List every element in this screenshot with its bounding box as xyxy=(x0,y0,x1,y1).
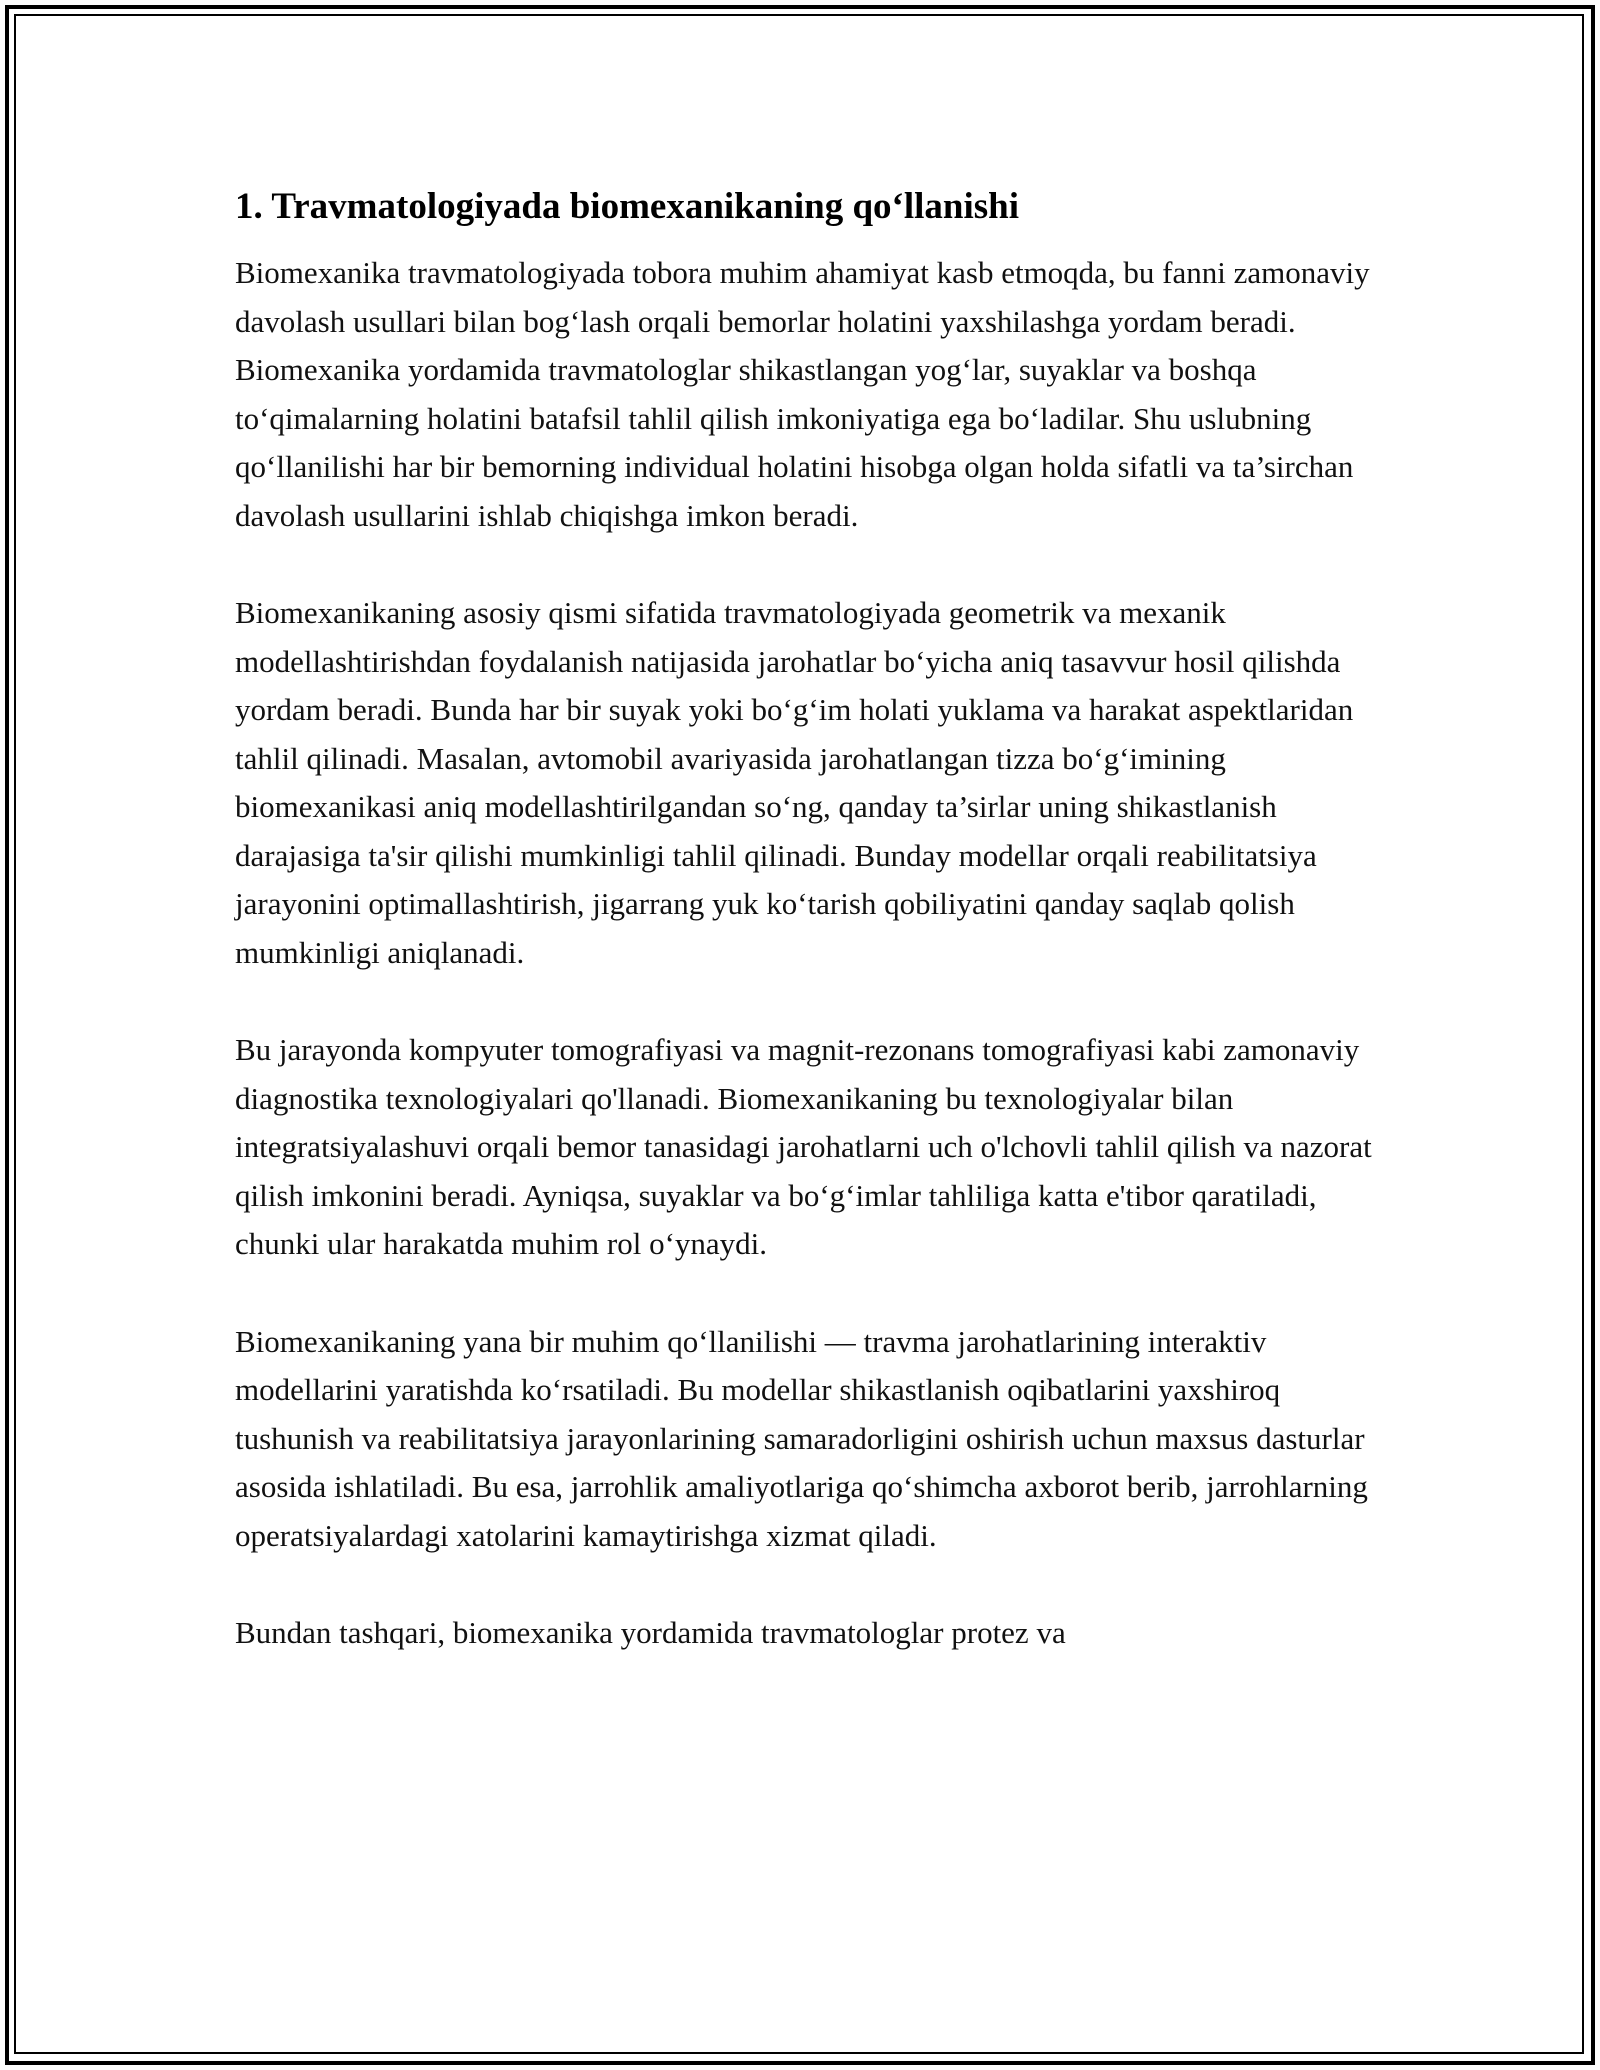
paragraph-4: Biomexanikaning yana bir muhim qo‘llanilishi — travma jarohatlarining interaktiv modellarini yaratishda ko‘rsatiladi. Bu modellar shikastlanish oqibatlarini yaxshiroq tushunish va reabilitatsiya jarayonlarining samaradorligini oshirish uchun maxsus dasturlar asosida ishlatiladi. Bu esa, jarrohlik amaliyotlariga qo‘shimcha axborot berib, jarrohlarning operatsiyalardagi xatolarini kamaytirishga xizmat qiladi. xyxy=(235,1323,1368,1553)
paragraph-5: Bundan tashqari, biomexanika yordamida travmatologlar protez va xyxy=(235,1615,1066,1650)
document-body xyxy=(235,183,1385,1707)
paragraph-3: Bu jarayonda kompyuter tomografiyasi va magnit-rezonans tomografiyasi kabi zamonaviy diagnostika texnologiyalari qo'llanadi. Biomexanikaning bu texnologiyalar bilan integratsiyalashuvi orqali bemor tanasidagi jarohatlarni uch o'lchovli tahlil qilish va nazorat qilish imkonini beradi. Ayniqsa, suyaklar va bo‘g‘imlar tahliliga katta e'tibor qaratiladi, chunki ular harakatda muhim rol o‘ynaydi. xyxy=(235,1032,1372,1261)
section-heading: 1. Travmatologiyada biomexanikaning qo‘llanishi xyxy=(235,186,1020,227)
paragraph-1: Biomexanika travmatologiyada tobora muhim ahamiyat kasb etmoqda, bu fanni zamonaviy davolash usullari bilan bog‘lash orqali bemorlar holatini yaxshilashga yordam beradi. Biomexanika yordamida travmatologlar shikastlangan yog‘lar, suyaklar va boshqa to‘qimalarning holatini batafsil tahlil qilish imkoniyatiga ega bo‘ladilar. Shu uslubning qo‘llanilishi har bir bemorning individual holatini hisobga olgan holda sifatli va ta’sirchan davolash usullarini ishlab chiqishga imkon beradi. xyxy=(235,255,1370,533)
paragraph-2: Biomexanikaning asosiy qismi sifatida travmatologiyada geometrik va mexanik modellashtirishdan foydalanish natijasida jarohatlar bo‘yicha aniq tasavvur hosil qilishda yordam beradi. Bunda har bir suyak yoki bo‘g‘im holati yuklama va harakat aspektlaridan tahlil qilinadi. Masalan, avtomobil avariyasida jarohatlangan tizza bo‘g‘imining biomexanikasi aniq modellashtirilgandan so‘ng, qanday ta’sirlar uning shikastlanish darajasiga ta'sir qilishi mumkinligi tahlil qilinadi. Bunday modellar orqali reabilitatsiya jarayonini optimallashtirish, jigarrang yuk ko‘tarish qobiliyatini qanday saqlab qolish mumkinligi aniqlanadi. xyxy=(235,595,1354,970)
